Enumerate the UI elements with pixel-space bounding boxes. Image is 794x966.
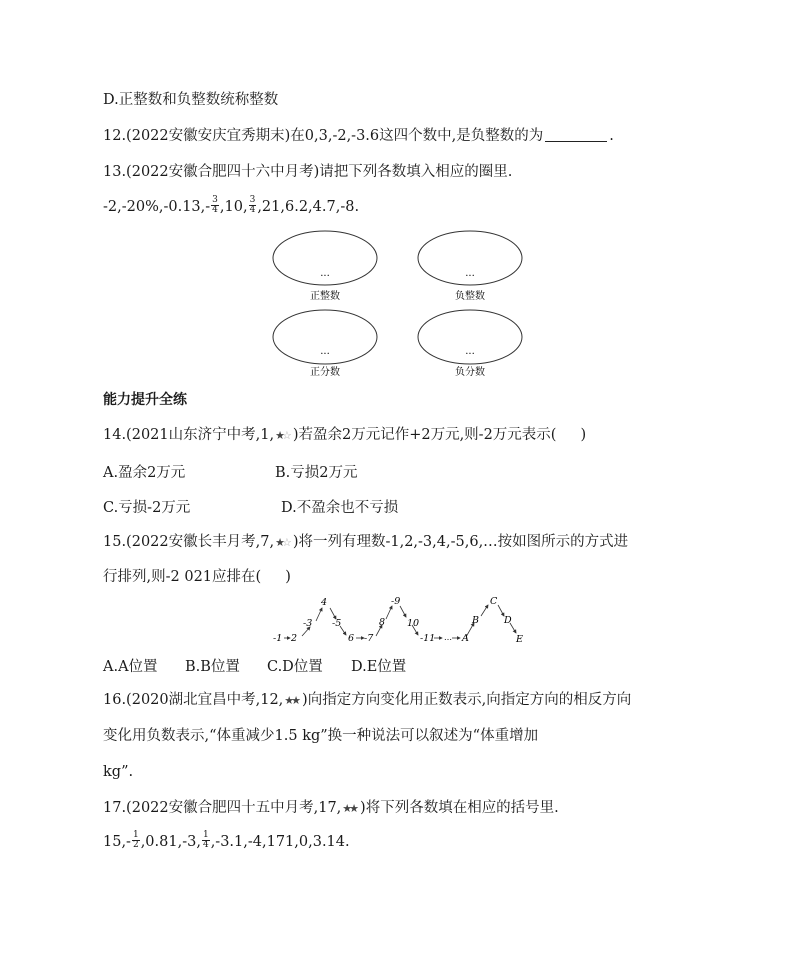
- q14-option-b[interactable]: B.亏损2万元: [275, 465, 358, 481]
- q12-suffix: .: [609, 128, 614, 144]
- q13-nums-b: ,10,: [219, 199, 248, 215]
- q17-frac1-num: 1: [132, 829, 139, 840]
- q17-fraction-1: [132, 831, 140, 850]
- difficulty-star-icon: ★☆: [275, 536, 289, 549]
- question-14: [103, 425, 586, 446]
- zigzag-item: -5: [332, 618, 342, 629]
- q17-frac1-den: 2: [132, 839, 139, 850]
- q12-answer-blank[interactable]: [545, 127, 607, 142]
- zigzag-item: -7: [364, 633, 374, 644]
- q13-frac1-den: 4: [212, 204, 218, 215]
- zigzag-item: 10: [407, 618, 420, 629]
- q14-suffix: )若盈余2万元记作+2万元,则-2万元表示(: [292, 427, 557, 443]
- section-title: 能力提升全练: [103, 392, 187, 408]
- difficulty-star-icon: ★☆: [275, 429, 289, 442]
- question-16: [103, 690, 631, 711]
- circle-dots-3: ...: [320, 346, 330, 357]
- zigzag-item: D: [504, 615, 512, 626]
- zigzag-item: -11: [420, 633, 436, 644]
- question-15-line-2: [103, 567, 291, 587]
- q17-prefix: 17.(2022安徽合肥四十五中月考,17,: [103, 800, 342, 816]
- q13-fraction-1: [211, 196, 219, 215]
- q17-frac2-num: 1: [202, 829, 209, 840]
- q17-frac2-den: 4: [202, 839, 209, 850]
- zigzag-item: 8: [379, 617, 386, 628]
- q14-close: ): [580, 427, 587, 443]
- q17-nums-c: ,-3.1,-4,171,0,3.14.: [210, 834, 350, 850]
- q14-prefix: 14.(2021山东济宁中考,1,: [103, 427, 275, 443]
- circle-dots-2: ...: [465, 268, 475, 279]
- q16-prefix: 16.(2020湖北宜昌中考,12,: [103, 692, 284, 708]
- zigzag-ellipsis: …: [444, 633, 452, 642]
- question-13-numbers: [103, 194, 360, 217]
- circle-label-1: 正整数: [310, 291, 340, 302]
- zigzag-item: -9: [391, 596, 401, 607]
- zigzag-item: A: [462, 633, 469, 644]
- q14-option-c[interactable]: C.亏损-2万元: [103, 500, 191, 516]
- q17-nums-b: ,0.81,-3,: [140, 834, 201, 850]
- zigzag-item: 2: [291, 633, 298, 644]
- q15-suffix: )将一列有理数-1,2,-3,4,-5,6,…按如图所示的方式进: [292, 534, 629, 550]
- zigzag-item: 4: [321, 597, 328, 608]
- q15-option-c[interactable]: C.D位置: [267, 659, 323, 675]
- q16-suffix: )向指定方向变化用正数表示,向指定方向的相反方向: [302, 692, 632, 708]
- q17-suffix: )将下列各数填在相应的括号里.: [360, 800, 559, 816]
- zigzag-item: -3: [303, 618, 313, 629]
- circle-label-2: 负整数: [455, 291, 485, 302]
- q17-fraction-2: [202, 831, 210, 850]
- zigzag-item: B: [472, 615, 479, 626]
- circle-label-3: 正分数: [310, 367, 340, 378]
- circle-dots-4: ...: [465, 346, 475, 357]
- q15-zigzag-diagram: [268, 595, 538, 649]
- q11-option-d: D.正整数和负整数统称整数: [103, 92, 279, 108]
- q13-frac2-den: 4: [249, 204, 256, 215]
- q14-option-a[interactable]: A.盈余2万元: [103, 465, 186, 481]
- question-17: [103, 798, 559, 819]
- q13-nums-a: -2,-20%,-0.13,-: [103, 199, 211, 215]
- q12-text: 12.(2022安徽安庆宜秀期末)在0,3,-2,-3.6这四个数中,是负整数的为: [103, 128, 544, 144]
- circle-label-4: 负分数: [455, 367, 485, 378]
- q13-frac2-num: 3: [249, 194, 256, 205]
- q15-line2: 行排列,则-2 021应排在(: [103, 569, 262, 585]
- q15-option-a[interactable]: A.A位置: [103, 659, 158, 675]
- q17-nums-a: 15,-: [103, 834, 131, 850]
- question-12: [103, 126, 614, 146]
- q14-option-d[interactable]: D.不盈余也不亏损: [281, 500, 399, 516]
- q13-nums-c: ,21,6.2,4.7,-8.: [257, 199, 360, 215]
- q13-fraction-2: [249, 196, 257, 215]
- zigzag-item: 6: [348, 633, 355, 644]
- question-13-stem: 13.(2022安徽合肥四十六中月考)请把下列各数填入相应的圈里.: [103, 164, 513, 180]
- q13-circles-diagram: [268, 226, 528, 382]
- q15-option-b[interactable]: B.B位置: [185, 659, 240, 675]
- q15-option-d[interactable]: D.E位置: [351, 659, 407, 675]
- circle-dots-1: ...: [320, 268, 330, 279]
- zigzag-item: C: [490, 596, 498, 607]
- q15-prefix: 15.(2022安徽长丰月考,7,: [103, 534, 275, 550]
- difficulty-star-icon: ★★: [284, 694, 299, 707]
- zigzag-item: E: [516, 634, 523, 645]
- difficulty-star-icon: ★★: [342, 802, 357, 815]
- question-16-line-2: 变化用负数表示,“体重减少1.5 kg”换一种说法可以叙述为“体重增加: [103, 728, 539, 744]
- question-16-line-3: kg”.: [103, 764, 134, 780]
- q13-frac1-num: 3: [212, 194, 218, 205]
- q15-close: ): [285, 569, 291, 585]
- question-15: [103, 532, 628, 553]
- zigzag-item: -1: [273, 633, 283, 644]
- question-17-numbers: [103, 829, 350, 852]
